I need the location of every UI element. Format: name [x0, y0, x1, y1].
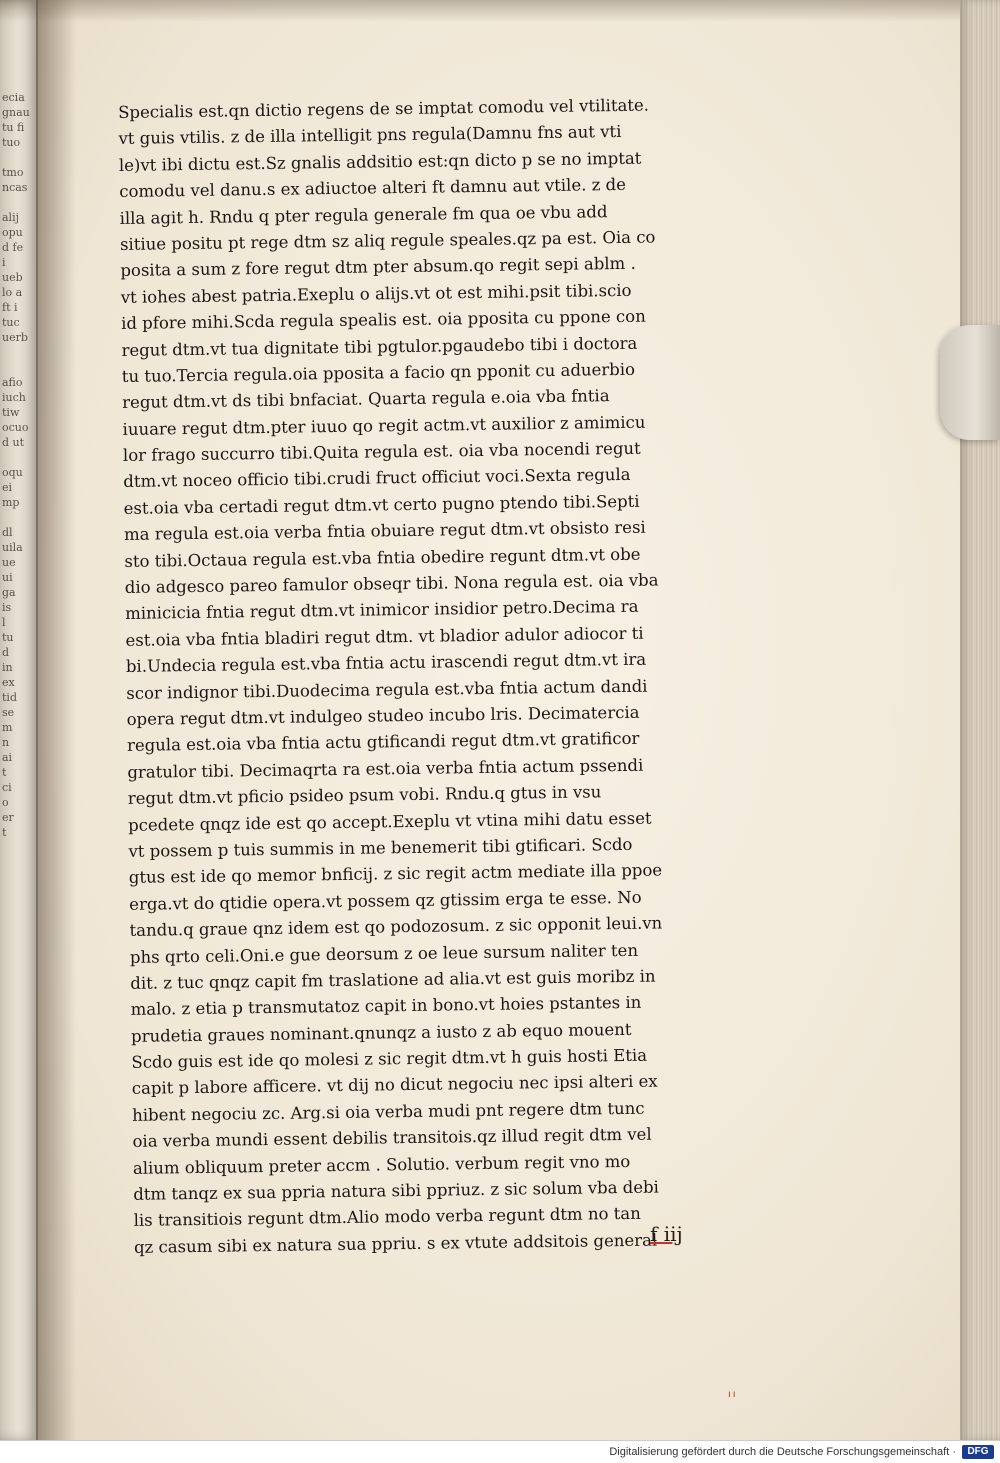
text-line: gtus est ide qo memor bnficij. z sic regit actm mediate illa ppoe [128, 860, 663, 888]
text-line: regut dtm.vt pficio psideo psum vobi. Rndu.q gtus in vsu [127, 782, 602, 809]
text-line: est.oia vba fntia bladiri regut dtm. vt bladior adulor adiocor ti [125, 623, 644, 650]
text-line: comodu vel danu.s ex adiuctoe alteri ft damnu aut vtile. z de [119, 175, 627, 202]
text-line: vt possem p tuis summis in me benemerit tibi gtificari. Scdo [128, 834, 633, 861]
signature-mark: f iij [650, 1222, 683, 1246]
text-line: malo. z etia p transmutatoz capit in bono.vt hoies pstantes in [130, 993, 642, 1020]
text-line: vt guis vtilis. z de illa intelligit pns regula(Damnu fns aut vti [118, 122, 622, 149]
text-line: id pfore mihi.Scda regula spealis est. oia pposita cu ppone con [120, 306, 646, 334]
text-line: iuuare regut dtm.pter iuuo qo regit actm.vt auxilior z amimicu [122, 412, 646, 439]
text-line: bi.Undecia regula est.vba fntia actu irascendi regut dtm.vt ira [125, 649, 647, 677]
text-line: tu tuo.Tercia regula.oia pposita a facio qn pponit cu aduerbio [121, 359, 636, 386]
facing-page-edge [0, 0, 38, 1440]
text-line: tandu.q graue qnz idem est qo podozosum. z sic opponit leui.vn [129, 913, 663, 941]
text-line: regut dtm.vt ds tibi bnfaciat. Quarta regula e.oia vba fntia [122, 386, 610, 413]
body-text [118, 91, 794, 1261]
text-line: illa agit h. Rndu q pter regula generale fm qua oe vbu add [119, 201, 608, 228]
text-line: le)vt ibi dictu est.Sz gnalis addsitio est:qn dicto p se no imptat [118, 148, 642, 175]
text-line: lor frago succurro tibi.Quita regula est. oia vba nocendi regut [122, 438, 641, 466]
footer-bar [0, 1440, 1000, 1463]
text-line: pcedete qnqz ide est qo accept.Exeplu vt vtina mihi datu esset [127, 808, 652, 835]
text-line: Scdo guis est ide qo molesi z sic regit dtm.vt h guis hosti Etia [131, 1045, 648, 1072]
text-line: scor indignor tibi.Duodecima regula est.vba fntia actum dandi [126, 676, 648, 703]
text-line: regula est.oia vba fntia actu gtificandi regut dtm.vt gratificor [126, 729, 640, 756]
credit-text: Digitalisierung gefördert durch die Deutsche Forschungsgemeinschaft · [609, 1446, 956, 1458]
text-line: lis transitiois regunt dtm.Alio modo verba regunt dtm no tan [133, 1204, 641, 1231]
text-line: opera regut dtm.vt indulgeo studeo incubo lris. Decimatercia [126, 702, 640, 729]
text-line: oia verba mundi essent debilis transitois.qz illud regit dtm vel [132, 1124, 652, 1152]
red-tick-mark: ıı [728, 1389, 738, 1400]
text-line: est.oia vba certadi regut dtm.vt certo pugno ptendo tibi.Septi [123, 491, 640, 518]
text-line: regut dtm.vt tua dignitate tibi pgtulor.pgaudebo tibi i doctora [121, 333, 638, 360]
text-line: capit p labore afficere. vt dij no dicut negociu nec ipsi alteri ex [131, 1072, 658, 1099]
text-line: alium obliquum preter accm . Solutio. verbum regit vno mo [132, 1151, 631, 1178]
text-line: minicicia fntia regut dtm.vt inimicor insidior petro.Decima ra [125, 597, 639, 624]
text-line: phs qrto celi.Oni.e gue deorsum z oe leue sursum naliter ten [129, 940, 639, 967]
text-line: Specialis est.qn dictio regens de se imptat comodu vel vtilitate. [118, 95, 650, 122]
page-fore-edge [960, 0, 1000, 1440]
gutter-shadow [36, 0, 76, 1440]
text-line: posita a sum z fore regut dtm pter absum.qo regit sepi ablm . [120, 254, 636, 281]
text-line: hibent negociu zc. Arg.si oia verba mudi pnt regere dtm tunc [132, 1098, 645, 1125]
text-line: dtm.vt noceo officio tibi.crudi fruct officiut voci.Sexta regula [123, 465, 631, 492]
top-edge-shadow [0, 0, 1000, 22]
text-line: prudetia graues nominant.qnunqz a iusto z ab equo mouent [130, 1019, 632, 1046]
text-line: dtm tanqz ex sua ppria natura sibi ppriuz. z sic solum vba debi [133, 1177, 660, 1204]
dfg-logo-icon[interactable]: DFG [962, 1445, 994, 1459]
text-line: erga.vt do qtidie opera.vt possem qz gtissim erga te esse. No [129, 887, 642, 914]
text-line: dit. z tuc qnqz capit fm traslatione ad alia.vt est guis moribz in [130, 966, 656, 993]
bookmark-flap [940, 325, 1000, 440]
text-line: ma regula est.oia verba fntia obuiare regut dtm.vt obsisto resi [123, 517, 646, 545]
text-line: qz casum sibi ex natura sua ppriu. s ex vtute addsitois general [133, 1230, 658, 1257]
facing-page-fragment: ecia gnau tu fi tuo tmo ncas alij opu d fe i ueb lo a ft i tuc uerb afio iuch tiw ocuo d ut oqu ei mp dl uila ue ui ga is l tu d in ex tid se m n ai t ci o er t [2, 91, 30, 839]
text-line: dio adgesco pareo famulor obseqr tibi. Nona regula est. oia vba [124, 570, 659, 597]
text-line: sto tibi.Octaua regula est.vba fntia obedire regunt dtm.vt obe [124, 544, 641, 571]
text-line: sitiue positu pt rege dtm sz aliq regule speales.qz pa est. Oia co [119, 227, 656, 254]
text-line: vt iohes abest patria.Exeplu o alijs.vt ot est mihi.psit tibi.scio [120, 280, 632, 307]
text-line: gratulor tibi. Decimaqrta ra est.oia verba fntia actum pssendi [127, 755, 644, 782]
